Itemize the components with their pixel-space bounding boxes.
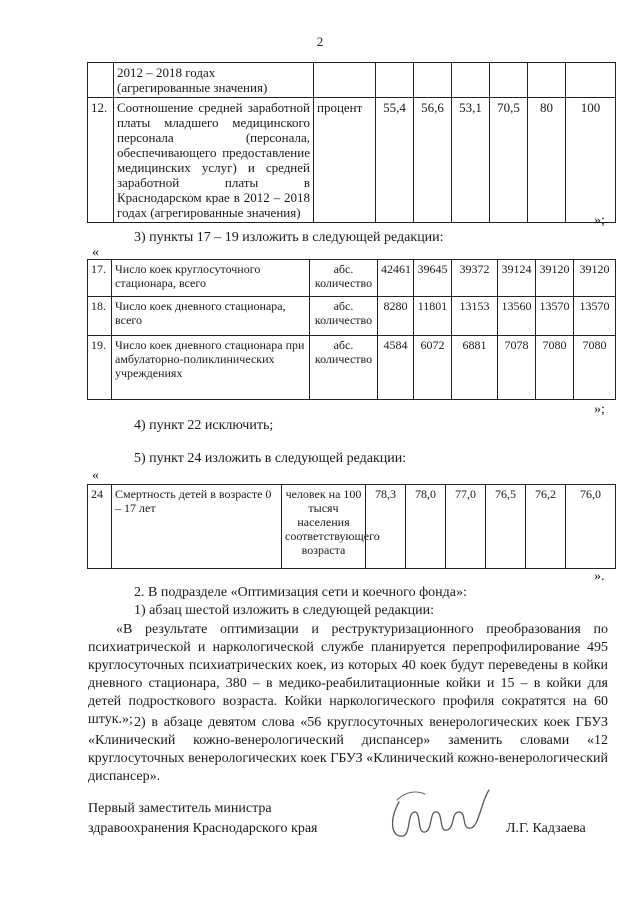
value-cell: 39120	[536, 260, 574, 297]
value-cell: 78,0	[406, 485, 446, 569]
table-row	[88, 98, 616, 223]
row-number	[88, 63, 114, 98]
subitem-2: 2) в абзаце девятом слова «56 круглосуточных венерологических коек ГБУЗ «Клинический кожно-венерологический диспансер» заменить словами «12 круглосуточных венерологических коек ГБУЗ «Клинический кожно-венерологический диспансер».	[88, 715, 608, 784]
unit-cell: человек на 100 тысяч населения соответствующего возраста	[282, 485, 366, 569]
indicator-text: Число коек круглосуточного стационара, всего	[112, 260, 310, 297]
row-number: 18.	[88, 297, 112, 336]
handwritten-signature	[385, 782, 495, 846]
item-5: 5) пункт 24 изложить в следующей редакции:	[134, 451, 407, 466]
table-row	[88, 297, 616, 336]
value-cell: 6881	[452, 336, 498, 400]
signer-title-line2: здравоохранения Краснодарского края	[88, 821, 318, 836]
opening-quote: «	[92, 468, 99, 483]
indicator-text: 2012 – 2018 годах (агрегированные значения)	[114, 63, 314, 98]
indicator-text: Смертность детей в возрасте 0 – 17 лет	[112, 485, 282, 569]
value-cell: 7078	[498, 336, 536, 400]
value-cell: 56,6	[414, 98, 452, 223]
child-mortality-table	[87, 484, 616, 569]
item-3: 3) пункты 17 – 19 изложить в следующей редакции:	[134, 230, 444, 245]
quoted-paragraph: «В результате оптимизации и реструктуризационного преобразования по психиатрической и наркологической службе планируется перепрофилирование 495 круглосуточных психиатрических коек, из которых 40 коек будут переведены в койки дневного стационара, 380 – в медико-реабилитационные койки и 15 – в койки для детей подросткового возраста. Койки наркологического профиля сократятся на 60 штук.»;	[88, 622, 608, 727]
value-cell: 100	[566, 98, 616, 223]
closing-quote: ».	[594, 569, 605, 584]
opening-quote: «	[92, 245, 99, 260]
value-cell: 39120	[574, 260, 616, 297]
value-cell: 55,4	[376, 98, 414, 223]
value-cell: 13570	[574, 297, 616, 336]
value-cell: 6072	[414, 336, 452, 400]
value-cell: 53,1	[452, 98, 490, 223]
closing-quote: »;	[594, 213, 605, 228]
indicator-text: Число коек дневного стационара при амбулаторно-поликлинических учреждениях	[112, 336, 310, 400]
row-number: 19.	[88, 336, 112, 400]
indicator-text: Соотношение средней заработной платы младшего медицинского персонала (персонала, обеспечивающего предоставление медицинских услуг) и средней заработной платы в Краснодарском крае в 2012 – 2018 годах (агрегированные значения)	[114, 98, 314, 223]
item-4: 4) пункт 22 исключить;	[134, 418, 274, 433]
unit-cell: абс. количество	[310, 297, 378, 336]
closing-quote: »;	[594, 402, 605, 417]
value-cell: 13560	[498, 297, 536, 336]
table-row	[88, 485, 616, 569]
value-cell: 13570	[536, 297, 574, 336]
section-2-heading: 2. В подразделе «Оптимизация сети и коечного фонда»:	[134, 585, 467, 600]
value-cell: 8280	[378, 297, 414, 336]
value-cell: 39372	[452, 260, 498, 297]
unit-cell: абс. количество	[310, 336, 378, 400]
value-cell: 42461	[378, 260, 414, 297]
value-cell: 39645	[414, 260, 452, 297]
value-cell: 77,0	[446, 485, 486, 569]
unit-cell: абс. количество	[310, 260, 378, 297]
value-cell: 13153	[452, 297, 498, 336]
value-cell: 39124	[498, 260, 536, 297]
value-cell: 7080	[536, 336, 574, 400]
value-cell: 76,0	[566, 485, 616, 569]
subitem-1: 1) абзац шестой изложить в следующей редакции:	[134, 603, 434, 618]
table-row	[88, 260, 616, 297]
value-cell: 70,5	[490, 98, 528, 223]
table-row	[88, 336, 616, 400]
value-cell: 80	[528, 98, 566, 223]
value-cell: 11801	[414, 297, 452, 336]
value-cell: 76,5	[486, 485, 526, 569]
bed-capacity-table	[87, 259, 616, 400]
value-cell: 4584	[378, 336, 414, 400]
page-number: 2	[316, 34, 324, 49]
unit-cell: процент	[314, 98, 376, 223]
row-number: 17.	[88, 260, 112, 297]
value-cell: 7080	[574, 336, 616, 400]
value-cell: 78,3	[366, 485, 406, 569]
row-number: 12.	[88, 98, 114, 223]
indicators-table-top	[87, 62, 616, 223]
value-cell: 76,2	[526, 485, 566, 569]
indicator-text: Число коек дневного стационара, всего	[112, 297, 310, 336]
table-row	[88, 63, 616, 98]
row-number: 24	[88, 485, 112, 569]
signer-title-line1: Первый заместитель министра	[88, 801, 272, 816]
signer-name: Л.Г. Кадзаева	[506, 821, 586, 836]
